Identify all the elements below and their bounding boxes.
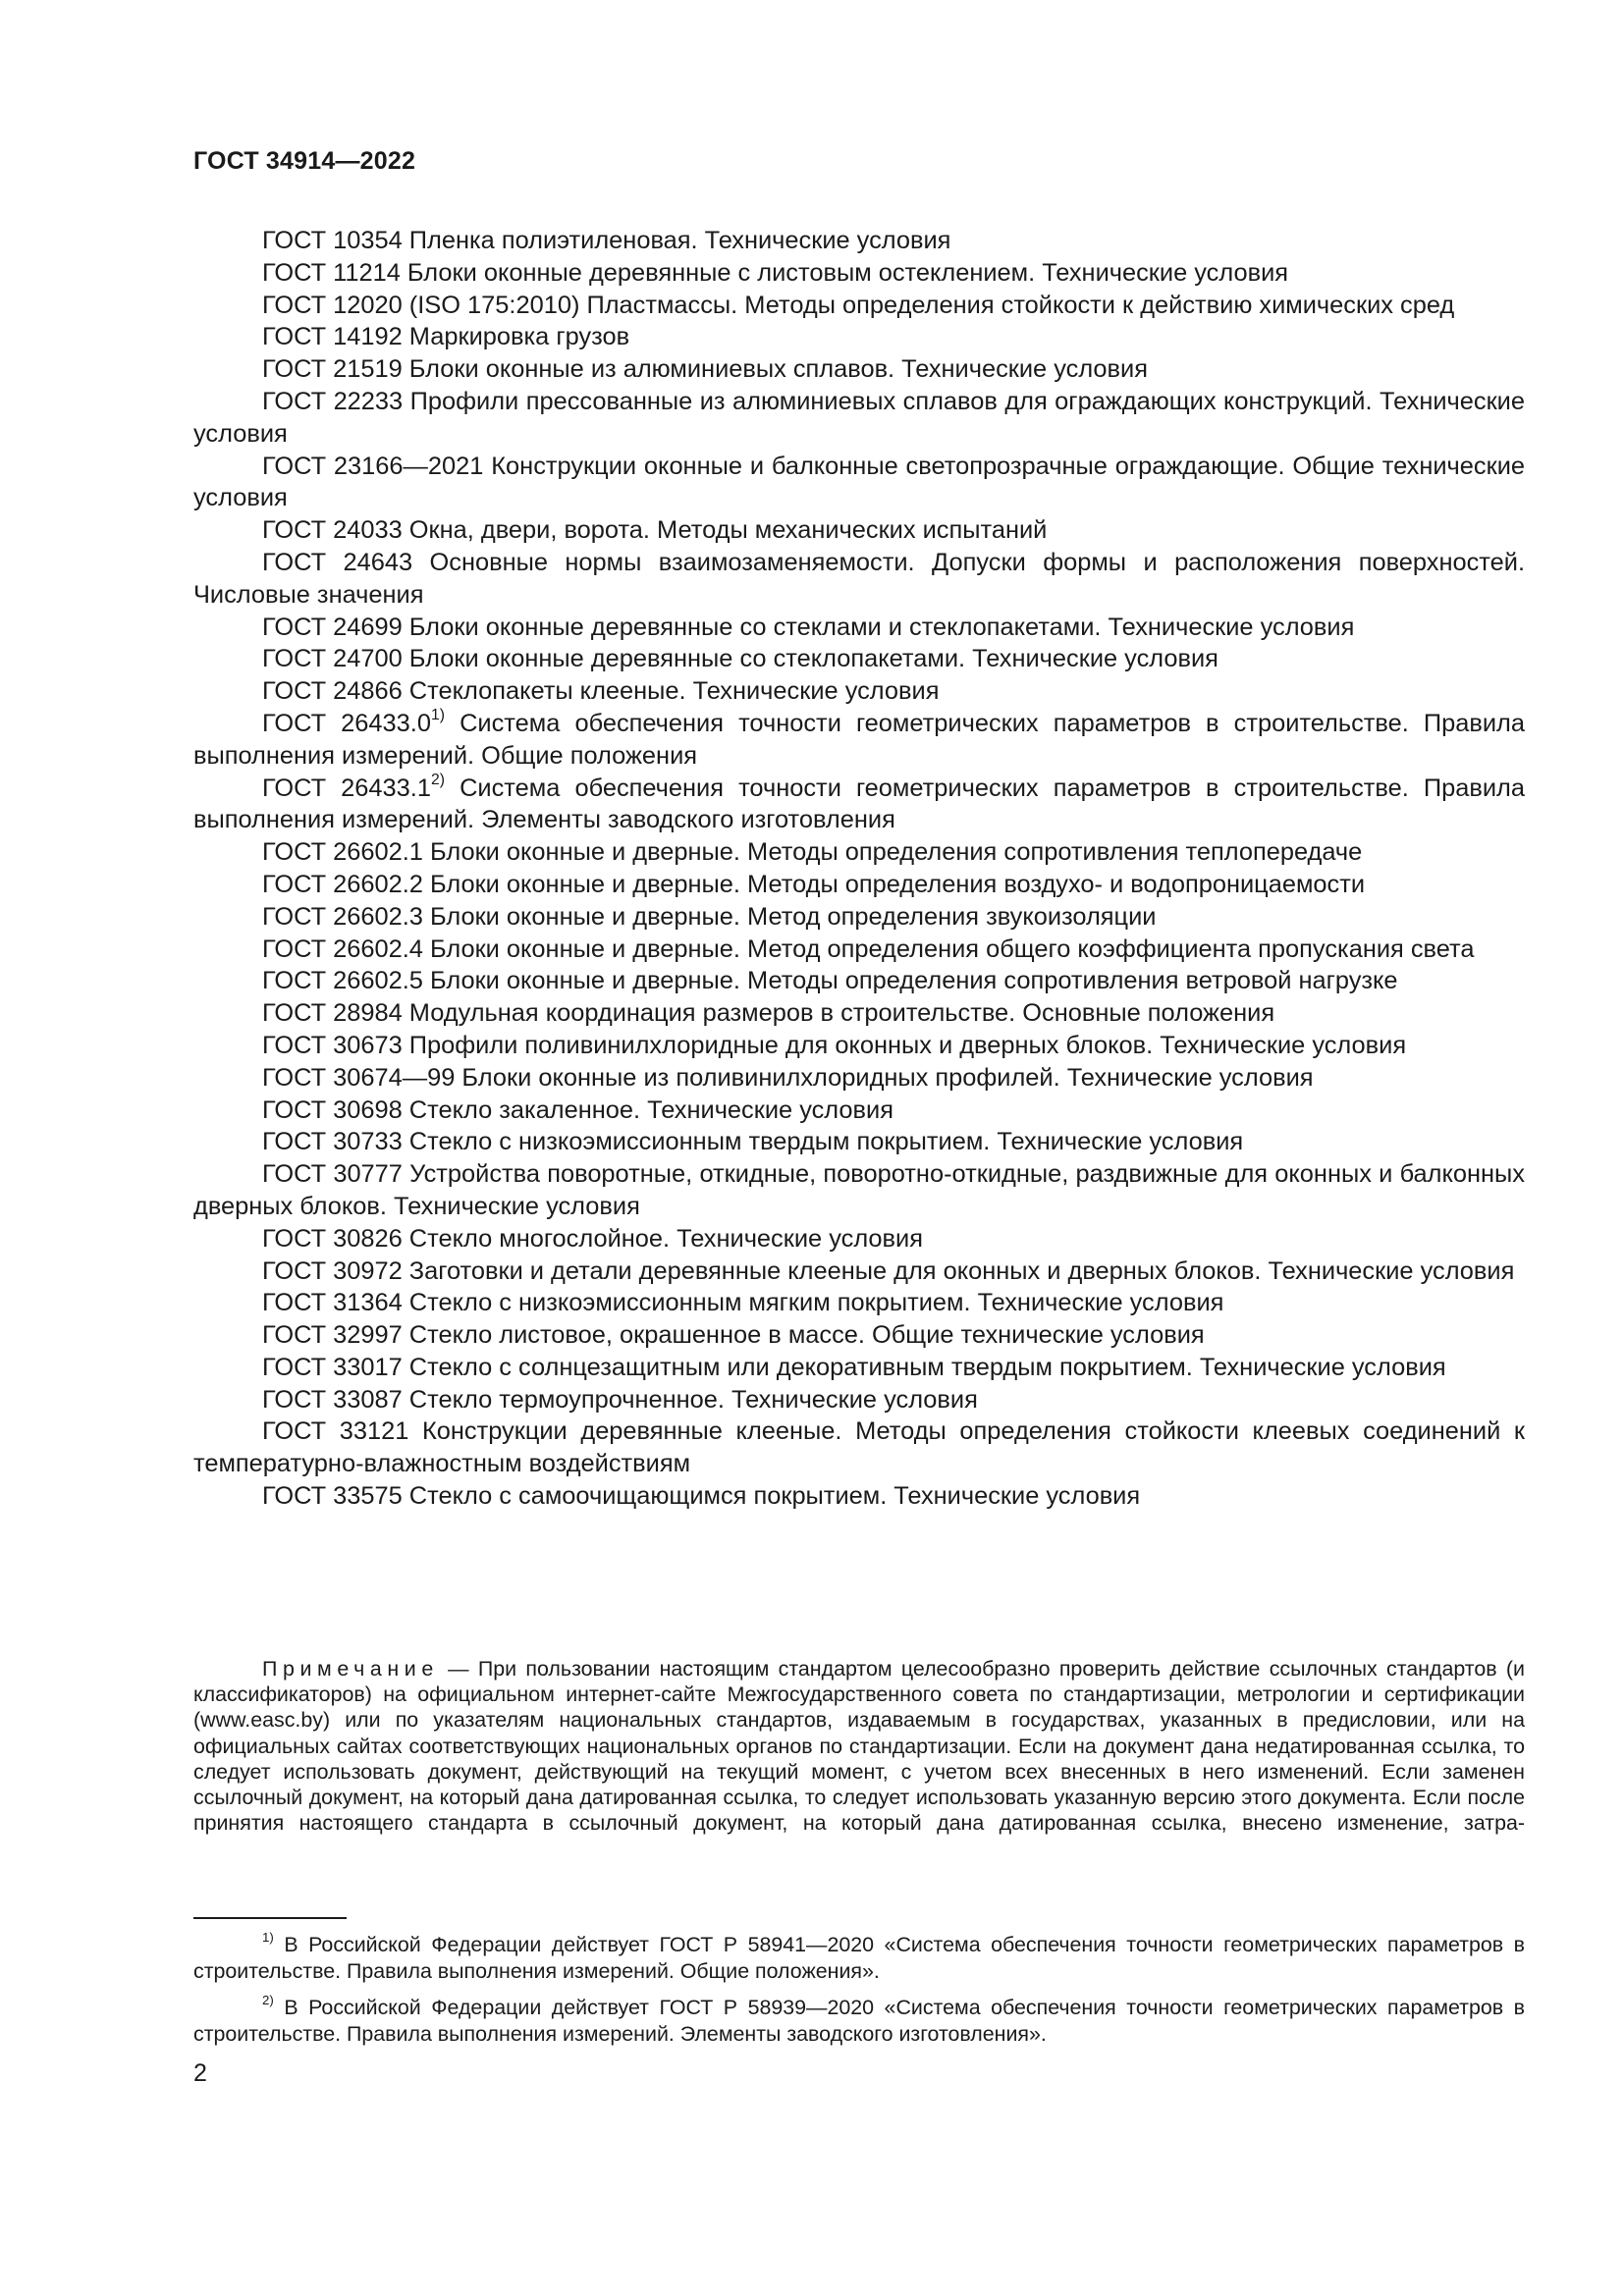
reference-item: ГОСТ 31364 Стекло с низкоэмиссионным мягким покрытием. Технические условия <box>262 1289 1224 1317</box>
reference-item: ГОСТ 26602.2 Блоки оконные и дверные. Методы определения воздухо- и водопроницаемости <box>262 870 1366 898</box>
footnote-2 <box>193 1995 1525 2048</box>
reference-title: Система обеспечения точности геометрических параметров в строительстве. Правила выполнения измерений. Общие положения <box>193 709 1525 770</box>
reference-item: ГОСТ 30972 Заготовки и детали деревянные клееные для оконных и дверных блоков. Технические условия <box>262 1256 1515 1285</box>
normative-references-list <box>193 225 1525 1513</box>
reference-code: ГОСТ 26433.1 <box>262 774 431 802</box>
reference-item: ГОСТ 30698 Стекло закаленное. Технические условия <box>262 1095 893 1124</box>
reference-item: ГОСТ 24699 Блоки оконные деревянные со стеклами и стеклопакетами. Технические условия <box>262 613 1355 641</box>
footnote-1 <box>193 1932 1525 1985</box>
reference-item: ГОСТ 24866 Стеклопакеты клееные. Технические условия <box>262 677 940 706</box>
footnote-marker: 2) <box>430 771 445 788</box>
reference-item: ГОСТ 30826 Стекло многослойное. Технические условия <box>262 1224 923 1253</box>
reference-item: ГОСТ 33017 Стекло с солнцезащитным или декоративным твердым покрытием. Технические условия <box>262 1353 1446 1381</box>
reference-item: ГОСТ 26602.1 Блоки оконные и дверные. Методы определения сопротивления теплопередаче <box>262 838 1363 867</box>
reference-item: ГОСТ 24033 Окна, двери, ворота. Методы механических испытаний <box>262 516 1048 545</box>
reference-item: ГОСТ 26602.5 Блоки оконные и дверные. Методы определения сопротивления ветровой нагрузке <box>262 967 1398 995</box>
footnote-marker: 1) <box>262 1930 274 1946</box>
note-paragraph <box>193 1656 1525 1836</box>
reference-item: ГОСТ 33575 Стекло с самоочищающимся покрытием. Технические условия <box>262 1482 1141 1511</box>
reference-item: ГОСТ 26602.3 Блоки оконные и дверные. Метод определения звукоизоляции <box>262 902 1157 931</box>
reference-item: ГОСТ 32997 Стекло листовое, окрашенное в массе. Общие технические условия <box>262 1321 1205 1350</box>
reference-code: ГОСТ 26433.0 <box>262 709 431 737</box>
footnote-text: В Российской Федерации действует ГОСТ Р 58941—2020 «Система обеспечения точности геометрических параметров в строительстве. Правила выполнения измерений. Общие положения». <box>193 1933 1525 1983</box>
reference-item: ГОСТ 14192 Маркировка грузов <box>262 323 630 351</box>
reference-item: ГОСТ 21519 Блоки оконные из алюминиевых сплавов. Технические условия <box>262 355 1148 384</box>
footnote-separator <box>193 1917 347 1919</box>
reference-item: ГОСТ 33087 Стекло термоупрочненное. Технические условия <box>262 1385 978 1414</box>
footnote-marker: 2) <box>262 1993 274 2008</box>
footnote-text: В Российской Федерации действует ГОСТ Р 58939—2020 «Система обеспечения точности геометрических параметров в строительстве. Правила выполнения измерений. Элементы заводского изготовления». <box>193 1996 1525 2046</box>
reference-item: ГОСТ 12020 (ISO 175:2010) Пластмассы. Методы определения стойкости к действию химических сред <box>262 291 1455 319</box>
reference-item: ГОСТ 30674—99 Блоки оконные из поливинилхлоридных профилей. Технические условия <box>262 1063 1314 1092</box>
reference-item: ГОСТ 30733 Стекло с низкоэмиссионным твердым покрытием. Технические условия <box>262 1128 1244 1156</box>
footnote-marker: 1) <box>430 707 445 724</box>
reference-item: ГОСТ 10354 Пленка полиэтиленовая. Технические условия <box>262 227 951 254</box>
note-label: Примечание <box>262 1657 439 1681</box>
reference-item: ГОСТ 30777 Устройства поворотные, откидные, поворотно-откидные, раздвижные для оконных и балконных дверных блоков. Технические условия <box>193 1160 1525 1220</box>
reference-item: ГОСТ 23166—2021 Конструкции оконные и балконные светопрозрачные ограждающие. Общие технические условия <box>193 452 1525 512</box>
page-number: 2 <box>193 2059 207 2087</box>
reference-item: ГОСТ 30673 Профили поливинилхлоридные для оконных и дверных блоков. Технические условия <box>262 1031 1407 1059</box>
note-text: — При пользовании настоящим стандартом целесообразно проверить действие ссылочных стандартов (и классификаторов) на официальном интернет-сайте Межгосударственного совета по стандартизации, метрологии и сертификации (www.easc.by) или по указателям национальных стандартов, издаваемым в государствах, указанных в предисловии, или на официальных сайтах соответствующих национальных органов по стандартизации. Если на документ дана недатированная ссылка, то следует использовать документ, действующий на текущий момент, с учетом всех внесенных в него изменений. Если заменен ссылочный документ, на который дана датированная ссылка, то следует использовать указанную версию этого документа. Если после принятия настоящего стандарта в ссылочный документ, на который дана датированная ссылка, внесено изменение, затра- <box>193 1657 1525 1836</box>
reference-item: ГОСТ 33121 Конструкции деревянные клееные. Методы определения стойкости клеевых соединений к температурно-влажностным воздействиям <box>193 1417 1525 1478</box>
standard-header: ГОСТ 34914—2022 <box>193 147 416 175</box>
reference-item <box>193 773 1525 837</box>
reference-item: ГОСТ 22233 Профили прессованные из алюминиевых сплавов для ограждающих конструкций. Технические условия <box>193 387 1525 448</box>
reference-item <box>193 708 1525 773</box>
reference-item: ГОСТ 24700 Блоки оконные деревянные со стеклопакетами. Технические условия <box>262 645 1218 673</box>
reference-item: ГОСТ 24643 Основные нормы взаимозаменяемости. Допуски формы и расположения поверхностей. Числовые значения <box>193 548 1525 609</box>
reference-item: ГОСТ 11214 Блоки оконные деревянные с листовым остеклением. Технические условия <box>262 258 1289 287</box>
reference-item: ГОСТ 26602.4 Блоки оконные и дверные. Метод определения общего коэффициента пропускания света <box>262 934 1475 963</box>
reference-title: Система обеспечения точности геометрических параметров в строительстве. Правила выполнения измерений. Элементы заводского изготовления <box>193 774 1525 834</box>
reference-item: ГОСТ 28984 Модульная координация размеров в строительстве. Основные положения <box>262 999 1275 1028</box>
